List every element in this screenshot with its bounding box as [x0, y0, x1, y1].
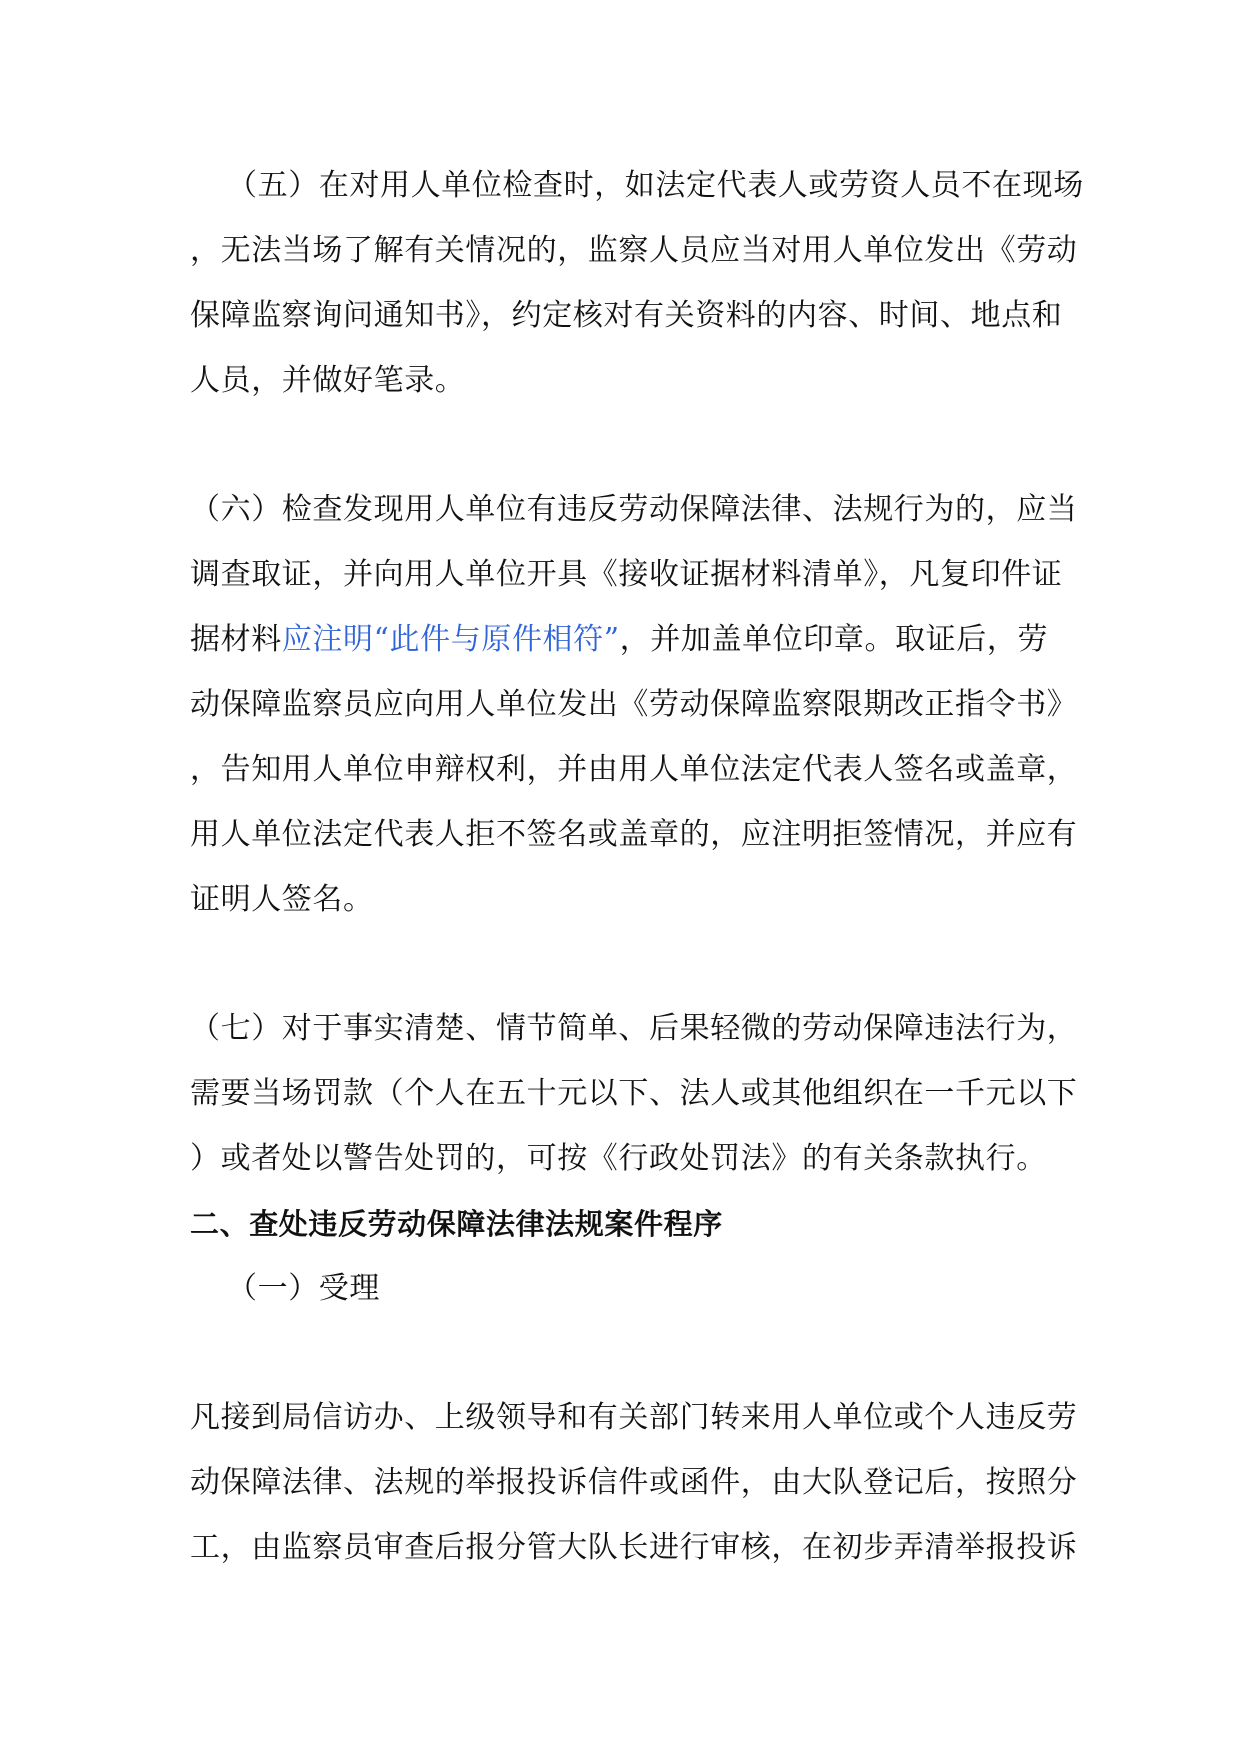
paragraph-6-line-3: [190, 620, 1048, 660]
subsection-1-title: （一）受理: [227, 1271, 380, 1306]
paragraph-6-line-3-pre: 据材料: [190, 622, 282, 657]
paragraph-6-line-1: （六）检查发现用人单位有违反劳动保障法律、法规行为的，应当: [190, 492, 1078, 527]
paragraph-5-line-1: （五）在对用人单位检查时，如法定代表人或劳资人员不在现场: [227, 168, 1084, 203]
paragraph-6-line-4: 动保障监察员应向用人单位发出《劳动保障监察限期改正指令书》: [190, 687, 1078, 722]
paragraph-8-line-2: 动保障法律、法规的举报投诉信件或函件，由大队登记后，按照分: [190, 1465, 1078, 1500]
paragraph-6-line-6: 用人单位法定代表人拒不签名或盖章的，应注明拒签情况，并应有: [190, 817, 1078, 852]
paragraph-7-line-2: 需要当场罚款（个人在五十元以下、法人或其他组织在一千元以下: [190, 1076, 1078, 1111]
section-2-heading: 二、查处违反劳动保障法律法规案件程序: [190, 1207, 723, 1241]
paragraph-5-line-3: 保障监察询问通知书》，约定核对有关资料的内容、时间、地点和: [190, 298, 1063, 333]
paragraph-8-line-3: 工，由监察员审查后报分管大队长进行审核，在初步弄清举报投诉: [190, 1530, 1078, 1565]
paragraph-6-line-3-post: ，并加盖单位印章。取证后，劳: [619, 622, 1049, 657]
paragraph-7-line-3: ）或者处以警告处罚的，可按《行政处罚法》的有关条款执行。: [190, 1141, 1047, 1176]
paragraph-5-line-2: ，无法当场了解有关情况的，监察人员应当对用人单位发出《劳动: [190, 233, 1078, 268]
paragraph-6-line-2: 调查取证，并向用人单位开具《接收证据材料清单》，凡复印件证: [190, 557, 1063, 592]
paragraph-6-line-7: 证明人签名。: [190, 882, 374, 917]
highlighted-link-text[interactable]: 应注明“此件与原件相符”: [281, 622, 620, 657]
paragraph-8-line-1: 凡接到局信访办、上级领导和有关部门转来用人单位或个人违反劳: [190, 1400, 1078, 1435]
paragraph-5-line-4: 人员，并做好笔录。: [190, 363, 466, 398]
paragraph-7-line-1: （七）对于事实清楚、情节简单、后果轻微的劳动保障违法行为，: [190, 1011, 1078, 1046]
paragraph-6-line-5: ，告知用人单位申辩权利，并由用人单位法定代表人签名或盖章，: [190, 752, 1078, 787]
